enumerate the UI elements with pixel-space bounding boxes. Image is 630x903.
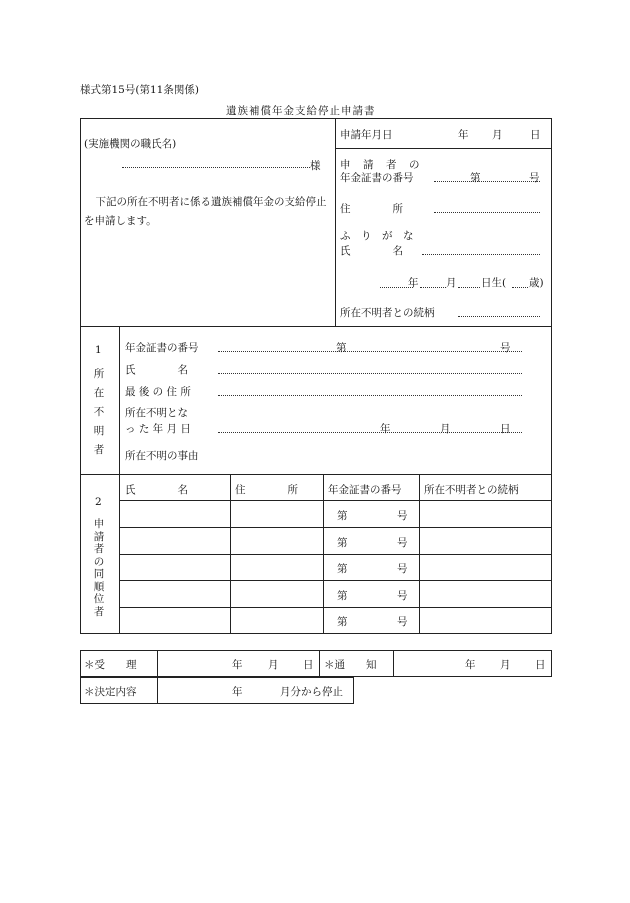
honorific: 様 [310, 160, 321, 172]
col-header-relation: 所在不明者との続柄 [424, 484, 519, 496]
missing-date-field[interactable] [218, 432, 522, 433]
age-field[interactable] [512, 287, 528, 288]
relation-label: 所在不明者との続柄 [340, 307, 435, 319]
office-receipt-box [80, 650, 552, 677]
relation-field[interactable] [458, 316, 540, 317]
applicant-cert-label: 申 請 者 の [340, 159, 421, 171]
col-header-cert: 年金証書の番号 [328, 484, 402, 496]
table-row[interactable]: 第 [337, 563, 348, 575]
section2-heading: 申 請 者 の 同 順 位 者 [93, 518, 105, 618]
application-date-label: 申請年月日 [340, 129, 393, 141]
col-header-address: 住 所 [235, 484, 298, 496]
missing-name-field[interactable] [218, 373, 522, 374]
decision-label: ＊決定内容 [84, 686, 137, 698]
application-statement: 下記の所在不明者に係る遺族補償年金の支給停止を申請します。 [84, 196, 327, 227]
table-row[interactable]: 第 [337, 510, 348, 522]
furigana-label: ふ り が な [340, 230, 414, 242]
form-title: 遺族補償年金支給停止申請書 [226, 105, 376, 117]
receipt-label: ＊受 理 [84, 659, 137, 671]
missing-date-label: 所在不明とな [125, 407, 188, 419]
form-number: 様式第15号(第11条関係) [80, 84, 199, 96]
notice-label: ＊通 知 [324, 659, 377, 671]
missing-name-label: 氏 名 [125, 364, 188, 376]
table-row[interactable]: 第 [337, 616, 348, 628]
table-row[interactable]: 第 [337, 590, 348, 602]
col-header-name: 氏 名 [125, 484, 188, 496]
applicant-name-field[interactable] [422, 254, 540, 255]
section1-heading: 所 在 不 明 者 [93, 368, 105, 456]
applicant-cert-field[interactable] [434, 181, 540, 182]
missing-cert-field[interactable] [218, 351, 522, 352]
applicant-address-label: 住 所 [340, 203, 403, 215]
section1-number: 1 [95, 344, 102, 356]
missing-cert-label: 年金証書の番号 [125, 342, 199, 354]
addressee-field[interactable] [122, 167, 310, 168]
stop-text: 月分から停止 [280, 686, 343, 698]
applicant-address-field[interactable] [434, 212, 540, 213]
last-address-label: 最 後 の 住 所 [125, 386, 191, 398]
section2-number: 2 [95, 496, 102, 508]
addressee-label: (実施機関の職氏名) [84, 138, 177, 150]
table-row[interactable]: 第 [337, 537, 348, 549]
applicant-name-label: 氏 名 [340, 245, 403, 257]
last-address-field[interactable] [218, 395, 522, 396]
missing-reason-label: 所在不明の事由 [125, 450, 199, 462]
